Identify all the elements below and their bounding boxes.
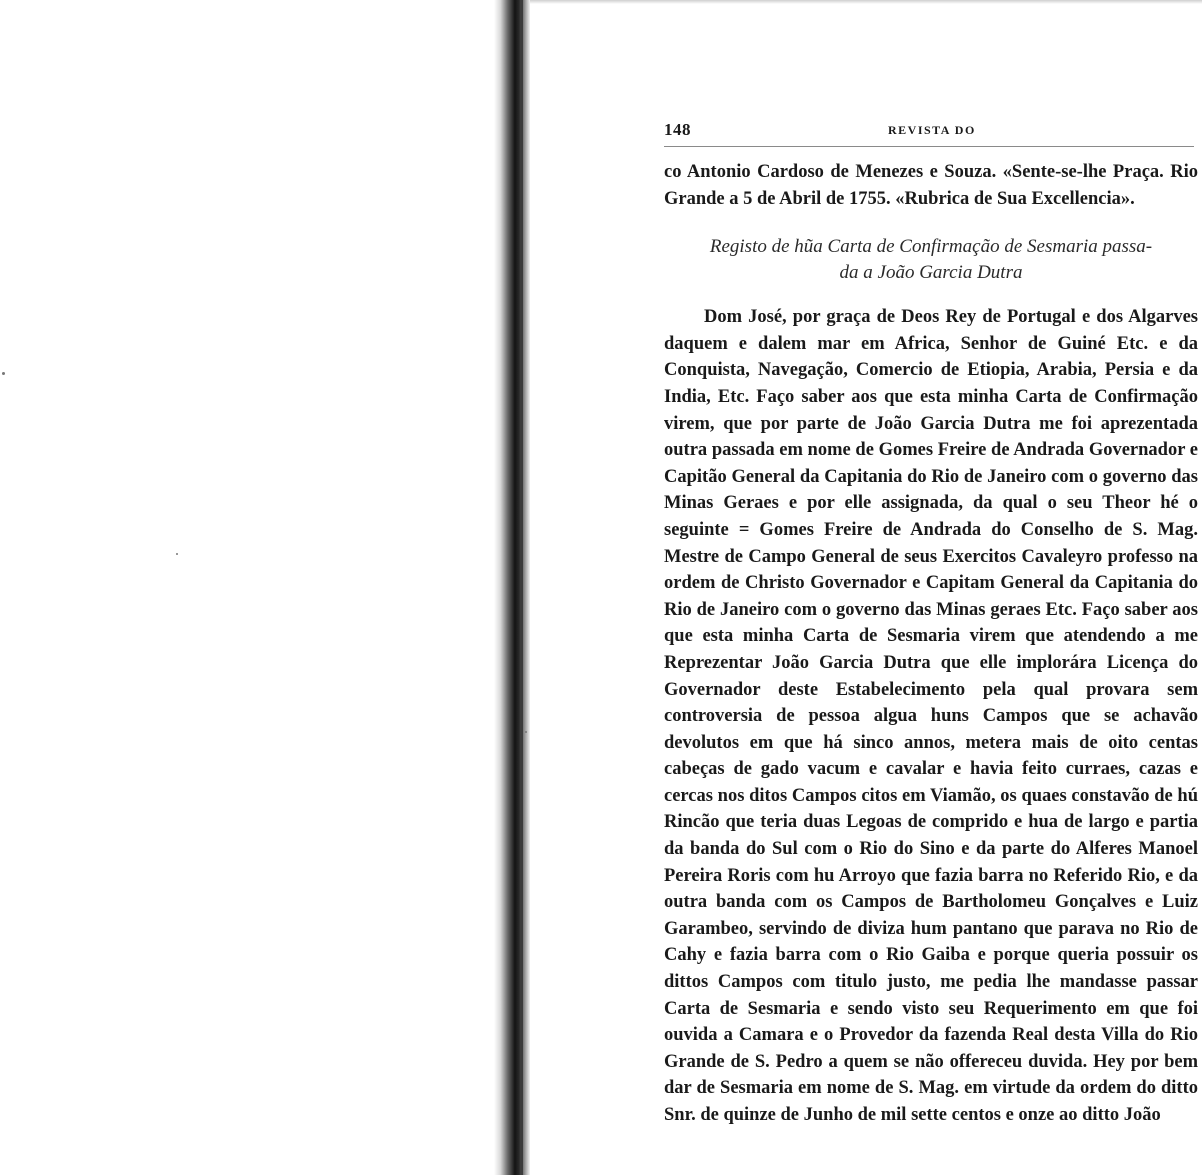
page-header <box>664 120 1198 142</box>
page-top-shadow <box>530 0 1202 4</box>
header-rule <box>664 146 1194 147</box>
book-spine-shadow <box>494 0 530 1175</box>
book-spine-edge <box>520 0 523 1175</box>
scan-speck <box>2 372 5 375</box>
scan-speck <box>176 553 178 555</box>
running-head: REVISTA DO <box>888 123 976 137</box>
section-title-line-1: Registo de hũa Carta de Confirmação de Sesmaria passa- <box>709 236 1153 258</box>
section-title <box>664 234 1198 286</box>
opening-paragraph: co Antonio Cardoso de Menezes e Souza. «Sente-se-lhe Praça. Rio Grande a 5 de Abril de 1755. «Rubrica de Sua Excellencia». <box>664 162 1198 209</box>
scan-speck <box>525 731 527 733</box>
section-title-line-2: da a João Garcia Dutra <box>839 262 1023 284</box>
text-body <box>664 159 1198 1129</box>
body-paragraph: Dom José, por graça de Deos Rey de Portugal e dos Algarves daquem e dalem mar em Africa, Senhor de Guiné Etc. e da Conquista, Navegação, Comercio de Etiopia, Arabia, Persia e da India, Etc. Faço saber aos que esta minha Carta de Confirmação virem, que por parte de João Garcia Dutra me foi aprezentada outra passada em nome de Gomes Freire de Andrada Governador e Capitão General da Capitania do Rio de Janeiro com o governo das Minas Geraes e por elle assignada, da qual o seu Theor hé o seguinte = Gomes Freire de Andrada do Conselho de S. Mag. Mestre de Campo General de seus Exercitos Cavaleyro professo na ordem de Christo Governador e Capitam General da Capitania do Rio de Janeiro com o governo das Minas geraes Etc. Faço saber aos que esta minha Carta de Sesmaria virem que atendendo a me Reprezentar João Garcia Dutra que elle implorára Licença do Governador deste Estabelecimento pela qual provara sem controversia de pessoa algua huns Campos que se achavão devolutos em que há sinco annos, metera mais de oito centas cabeças de gado vacum e cavalar e havia feito curraes, cazas e cercas nos ditos Campos citos em Viamão, os quaes constavão de hú Rincão que teria duas Legoas de comprido e hua de largo e partia da banda do Sul com o Rio do Sino e da parte do Alferes Manoel Pereira Roris com hu Arroyo que fazia barra no Referido Rio, e da outra banda com os Campos de Bartholomeu Gonçalves e Luiz Garambeo, servindo de diviza hum pantano que parava no Rio de Cahy e fazia barra com o Rio Gaiba e porque queria possuir os dittos Campos com titulo justo, me pedia lhe mandasse passar Carta de Sesmaria e sendo visto seu Requerimento em que foi ouvida a Camara e o Provedor da fazenda Real desta Villa do Rio Grande de S. Pedro a quem se não offereceu duvida. Hey por bem dar de Sesmaria em nome de S. Mag. em virtude da ordem do ditto Snr. de quinze de Junho de mil sette centos e onze ao ditto João <box>664 307 1198 1125</box>
page-number: 148 <box>664 120 691 139</box>
